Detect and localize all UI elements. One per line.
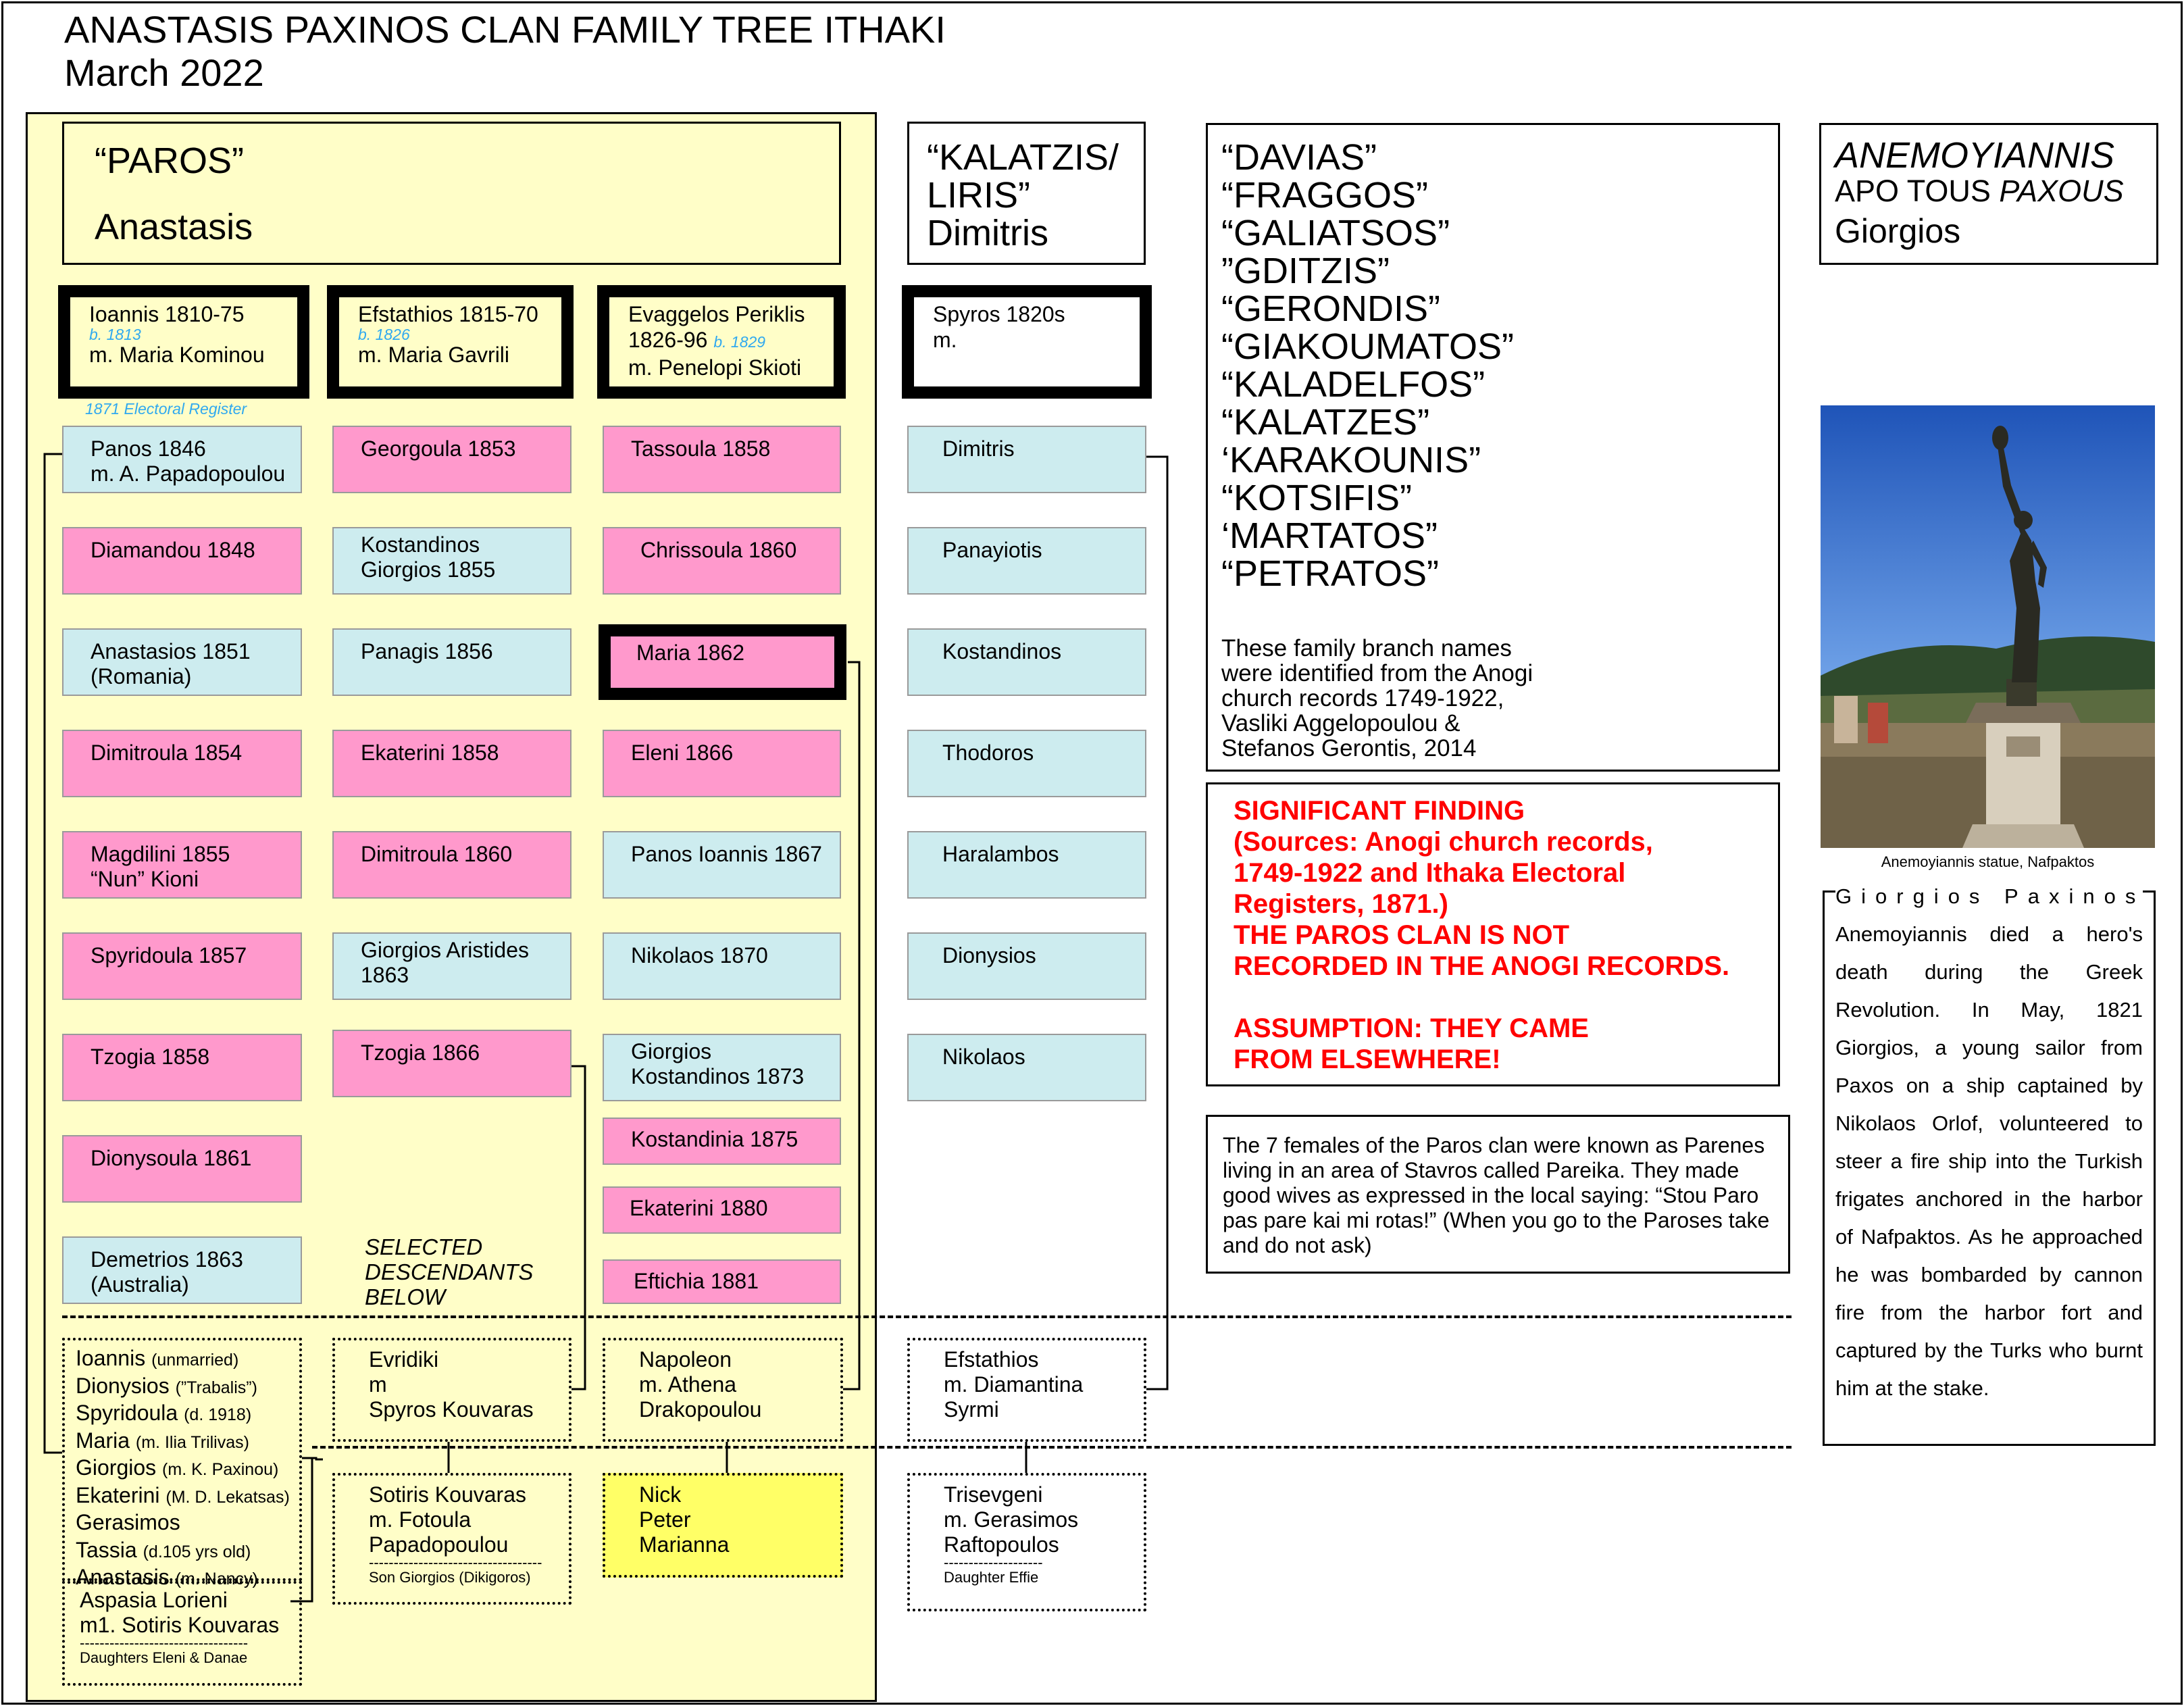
child-name: Nikolaos 1870 bbox=[631, 943, 768, 968]
child-box bbox=[907, 1034, 1146, 1101]
spouse-name: m. Gerasimos bbox=[944, 1507, 1079, 1532]
descendant bbox=[76, 1374, 299, 1401]
branch-name: “PETRATOS” bbox=[1221, 553, 1440, 594]
parenes-note: The 7 females of the Paros clan were known as Parenes living in an area of Stavros called Pareika. They made good wives as expressed in the local saying: “Stou Paro pas pare kai mi rotas!” (When you go to the Paroses take and do not ask) bbox=[1206, 1115, 1790, 1274]
child-box bbox=[62, 1135, 302, 1203]
descendant-name: Peter bbox=[639, 1507, 691, 1532]
child-box bbox=[907, 730, 1146, 797]
nick-peter-marianna-box bbox=[603, 1473, 843, 1578]
descendant bbox=[76, 1428, 299, 1456]
trisevgeni-box bbox=[907, 1473, 1146, 1611]
child-detail: (Australia) bbox=[91, 1272, 189, 1297]
child-detail: Giorgios 1855 bbox=[361, 557, 496, 582]
note-line: Vasliki Aggelopoulou & bbox=[1221, 710, 1461, 736]
finding-line: Registers, 1871.) bbox=[1234, 889, 1448, 919]
descendant bbox=[76, 1538, 299, 1565]
parent-name: Efstathios 1815-70 bbox=[358, 302, 538, 326]
married-label: m bbox=[369, 1372, 387, 1397]
child-name: Tzogia 1866 bbox=[361, 1040, 480, 1065]
child-name: Kostandinos bbox=[942, 639, 1062, 663]
child-box bbox=[332, 831, 572, 899]
separator: -------------------- bbox=[944, 1554, 1043, 1571]
child-detail: m. A. Papadopoulou bbox=[91, 461, 286, 486]
finding-line: FROM ELSEWHERE! bbox=[1234, 1045, 1501, 1074]
branch-name: “GIAKOUMATOS” bbox=[1221, 326, 1515, 367]
anemoyiannis-story bbox=[1823, 884, 2156, 1446]
spouse-name: m. bbox=[933, 328, 957, 352]
spouse-name: m. Diamantina bbox=[944, 1372, 1084, 1397]
spouse-name: m1. Sotiris Kouvaras bbox=[80, 1613, 280, 1637]
paros-header bbox=[62, 122, 841, 265]
parent-name: Ioannis 1810-75 bbox=[89, 302, 245, 326]
kalatzis-founder: Dimitris bbox=[927, 213, 1048, 253]
child-box bbox=[907, 426, 1146, 493]
child-name: Dimitroula 1854 bbox=[91, 741, 243, 765]
child-detail: (Romania) bbox=[91, 664, 192, 688]
child-box bbox=[62, 831, 302, 899]
electoral-register-label: 1871 Electoral Register bbox=[85, 400, 247, 418]
significant-finding-box bbox=[1206, 782, 1780, 1086]
child-box bbox=[907, 831, 1146, 899]
spouse-name: m. Maria Kominou bbox=[89, 343, 265, 367]
child-box bbox=[62, 426, 302, 493]
child-name: Demetrios 1863 bbox=[91, 1247, 243, 1272]
finding-line: THE PAROS CLAN IS NOT bbox=[1234, 920, 1570, 950]
child-box bbox=[332, 1030, 572, 1097]
finding-line: 1749-1922 and Ithaka Electoral bbox=[1234, 858, 1626, 888]
spouse-name: m. Penelopi Skioti bbox=[628, 355, 802, 380]
child-box bbox=[603, 1118, 841, 1165]
parent-name: Evaggelos Periklis bbox=[628, 302, 805, 326]
branch-name: ‘KARAKOUNIS” bbox=[1221, 440, 1481, 480]
child-name: Dionysios bbox=[942, 943, 1036, 968]
child-name: Chrissoula 1860 bbox=[640, 538, 797, 562]
spouse-surname: Raftopoulos bbox=[944, 1532, 1059, 1557]
child-box bbox=[332, 730, 572, 797]
anemoyiannis-statue-photo bbox=[1821, 405, 2155, 848]
generation-separator bbox=[312, 1446, 1792, 1449]
parents-spyros bbox=[902, 285, 1152, 399]
descendant-name: Tassia bbox=[76, 1537, 143, 1562]
child-box bbox=[332, 932, 572, 1000]
child-name: Kostandinos bbox=[361, 532, 480, 557]
descendant bbox=[76, 1483, 299, 1511]
child-box bbox=[907, 932, 1146, 1000]
child-name: Dimitris bbox=[942, 436, 1015, 461]
spouse-surname: Papadopoulou bbox=[369, 1532, 509, 1557]
child-name: Diamandou 1848 bbox=[91, 538, 255, 562]
descendant bbox=[76, 1346, 299, 1374]
child-box bbox=[62, 628, 302, 696]
descendant bbox=[76, 1510, 299, 1538]
branch-name: “GERONDIS” bbox=[1221, 288, 1440, 329]
descendant bbox=[76, 1455, 299, 1483]
finding-line: ASSUMPTION: THEY CAME bbox=[1234, 1013, 1589, 1043]
child-box bbox=[62, 932, 302, 1000]
branch-names-list bbox=[1221, 139, 1778, 593]
note-line: These family branch names bbox=[1221, 635, 1512, 661]
child-name: Haralambos bbox=[942, 842, 1059, 866]
child-name: Maria 1862 bbox=[636, 641, 745, 665]
child-name: Kostandinia 1875 bbox=[631, 1127, 798, 1151]
branch-name: “DAVIAS” bbox=[1221, 137, 1377, 178]
generation-separator bbox=[62, 1315, 1792, 1318]
descendant-note: (M. D. Lekatsas) bbox=[166, 1487, 290, 1507]
descendant-name: Trisevgeni bbox=[944, 1482, 1043, 1507]
child-box bbox=[603, 831, 841, 899]
descendant-note: (m. Ilia Trilivas) bbox=[135, 1432, 249, 1452]
napoleon-box bbox=[603, 1338, 843, 1442]
child-name: Panos Ioannis 1867 bbox=[631, 842, 822, 866]
spouse-surname: Drakopoulou bbox=[639, 1397, 762, 1422]
descendant-note: (d.105 yrs old) bbox=[143, 1542, 251, 1561]
descendant-name: Napoleon bbox=[639, 1347, 732, 1372]
child-box bbox=[62, 1236, 302, 1304]
descendant-name: Ioannis bbox=[76, 1346, 152, 1370]
separator: ---------------------------------- bbox=[80, 1634, 249, 1651]
anemoyiannis-name: ANEMOYIANNIS bbox=[1835, 135, 2115, 176]
origin-prefix: APO TOUS bbox=[1835, 174, 2000, 208]
child-name: Magdilini 1855 bbox=[91, 842, 230, 866]
branch-name: “GALIATSOS” bbox=[1221, 213, 1450, 253]
spouse-name: Spyros Kouvaras bbox=[369, 1397, 534, 1422]
child-box bbox=[603, 1259, 841, 1304]
branch-name: ‘MARTATOS” bbox=[1221, 516, 1438, 556]
descendant-note: (”Trabalis”) bbox=[175, 1378, 257, 1397]
parents-efstathios bbox=[327, 285, 574, 399]
spouse-birth: b. 1829 bbox=[713, 333, 766, 351]
statue-image bbox=[1821, 405, 2155, 848]
descendant-name: Sotiris Kouvaras bbox=[369, 1482, 526, 1507]
spouse-name: m. Athena bbox=[639, 1372, 737, 1397]
selected-descendants-label bbox=[365, 1234, 533, 1309]
child-name: Thodoros bbox=[942, 741, 1034, 765]
child-name: Nikolaos bbox=[942, 1045, 1025, 1069]
descendant-note: (m. Nancy) bbox=[175, 1570, 258, 1588]
children-note: Daughter Effie bbox=[944, 1569, 1039, 1586]
finding-line: RECORDED IN THE ANOGI RECORDS. bbox=[1234, 951, 1730, 981]
label-line: BELOW bbox=[365, 1284, 446, 1309]
child-name: Ekaterini 1880 bbox=[630, 1196, 768, 1220]
branch-name: ”GDITZIS” bbox=[1221, 251, 1390, 291]
spouse-surname: Syrmi bbox=[944, 1397, 999, 1422]
child-box bbox=[62, 527, 302, 595]
child-name: Dionysoula 1861 bbox=[91, 1146, 252, 1170]
child-detail: Kostandinos 1873 bbox=[631, 1064, 805, 1088]
descendant-name: Dionysios bbox=[76, 1373, 176, 1398]
descendant-name: Marianna bbox=[639, 1532, 730, 1557]
separator: ----------------------------------- bbox=[369, 1554, 542, 1571]
label-line: SELECTED bbox=[365, 1234, 483, 1259]
child-box bbox=[603, 730, 841, 797]
ioannis-descendants-list bbox=[62, 1338, 302, 1589]
story-heading: Giorgios Paxinos bbox=[1835, 878, 2143, 915]
origin-place: PAXOUS bbox=[1999, 174, 2124, 208]
child-box bbox=[603, 426, 841, 493]
child-box bbox=[603, 1034, 841, 1101]
spouse-birth: b. 1813 bbox=[89, 326, 141, 343]
descendant-name: Evridiki bbox=[369, 1347, 439, 1372]
efstathios-box bbox=[907, 1338, 1146, 1442]
branch-name: “KALADELFOS” bbox=[1221, 364, 1485, 405]
children-note: Son Giorgios (Dikigoros) bbox=[369, 1569, 531, 1586]
anemoyiannis-given-name: Giorgios bbox=[1835, 212, 1961, 250]
story-text: Anemoyiannis died a hero's death during the Greek Revolution. In May, 1821 Giorgios, a young sailor from Paxos on a ship captained by Nikolaos Orlof, volunteered to steer a fire ship into the Turkish frigates anchored in the harbor of Nafpaktos. As he approached he was bombarded by cannon fire from the harbor fort and captured by the Turks who burnt him at the stake. bbox=[1835, 922, 2143, 1400]
child-box bbox=[603, 1186, 841, 1234]
paros-founder: Anastasis bbox=[95, 207, 253, 247]
descendant-name: Ekaterini bbox=[76, 1482, 166, 1507]
spouse-birth: b. 1826 bbox=[358, 326, 410, 343]
descendant-name: Maria bbox=[76, 1428, 136, 1453]
child-box bbox=[332, 628, 572, 696]
child-name: Eftichia 1881 bbox=[634, 1269, 759, 1293]
branch-names-note bbox=[1221, 636, 1778, 761]
child-box bbox=[603, 527, 841, 595]
kalatzis-header bbox=[907, 122, 1146, 265]
child-box bbox=[62, 730, 302, 797]
branch-name: “KALATZES” bbox=[1221, 402, 1430, 443]
title-line-1: ANASTASIS PAXINOS CLAN FAMILY TREE ITHAKI bbox=[64, 8, 946, 51]
descendant-name: Aspasia Lorieni bbox=[80, 1588, 228, 1612]
child-name: Panayiotis bbox=[942, 538, 1042, 562]
descendant-name: Gerasimos bbox=[76, 1510, 180, 1534]
branch-names-box bbox=[1206, 123, 1780, 772]
parent-dates-line bbox=[628, 327, 834, 355]
child-name: Dimitroula 1860 bbox=[361, 842, 513, 866]
note-line: church records 1749-1922, bbox=[1221, 685, 1504, 711]
anemoyiannis-header bbox=[1819, 123, 2158, 265]
child-name: Georgoula 1853 bbox=[361, 436, 516, 461]
descendant-note: (d. 1918) bbox=[184, 1405, 252, 1424]
parent-name: Spyros 1820s bbox=[933, 302, 1065, 326]
descendant-name: Giorgios bbox=[76, 1455, 163, 1480]
child-box bbox=[907, 527, 1146, 595]
child-name: Anastasios 1851 bbox=[91, 639, 251, 663]
descendant-note: (unmarried) bbox=[151, 1351, 239, 1370]
paros-nickname: “PAROS” bbox=[95, 141, 245, 181]
child-name: Giorgios Aristides bbox=[361, 938, 529, 962]
children-note: Daughters Eleni & Danae bbox=[80, 1649, 248, 1666]
child-box bbox=[332, 527, 572, 595]
child-box-highlighted bbox=[599, 624, 846, 700]
photo-caption: Anemoyiannis statue, Nafpaktos bbox=[1881, 853, 2095, 870]
spouse-name: m. Maria Gavrili bbox=[358, 343, 510, 367]
sotiris-box bbox=[332, 1473, 572, 1605]
descendant-name: Nick bbox=[639, 1482, 682, 1507]
parents-evaggelos bbox=[597, 285, 846, 399]
child-name: Ekaterini 1858 bbox=[361, 741, 499, 765]
aspasia-box bbox=[62, 1581, 302, 1686]
parent-dates: 1826-96 bbox=[628, 328, 714, 352]
branch-name: “KOTSIFIS” bbox=[1221, 478, 1412, 518]
parents-ioannis bbox=[58, 285, 309, 399]
child-detail: “Nun” Kioni bbox=[91, 867, 199, 891]
kalatzis-line-1: “KALATZIS/ bbox=[927, 137, 1119, 178]
kalatzis-line-2: LIRIS” bbox=[927, 175, 1031, 216]
child-box bbox=[62, 1034, 302, 1101]
note-line: Stefanos Gerontis, 2014 bbox=[1221, 735, 1477, 761]
child-name: Giorgios bbox=[631, 1039, 712, 1063]
descendant-name: Anastasis bbox=[76, 1565, 176, 1589]
spouse-name: m. Fotoula bbox=[369, 1507, 472, 1532]
evridiki-box bbox=[332, 1338, 572, 1442]
finding-line bbox=[1234, 982, 1778, 1013]
child-name: Tzogia 1858 bbox=[91, 1045, 210, 1069]
finding-line: (Sources: Anogi church records, bbox=[1234, 827, 1653, 857]
child-name: Spyridoula 1857 bbox=[91, 943, 247, 968]
finding-line: SIGNIFICANT FINDING bbox=[1234, 796, 1525, 826]
child-box bbox=[907, 628, 1146, 696]
descendant-name: Spyridoula bbox=[76, 1401, 184, 1425]
child-name: Panos 1846 bbox=[91, 436, 206, 461]
descendant bbox=[76, 1401, 299, 1428]
descendant-note: (m. K. Paxinou) bbox=[162, 1460, 279, 1479]
child-box bbox=[332, 426, 572, 493]
anemoyiannis-origin bbox=[1835, 175, 2156, 207]
label-line: DESCENDANTS bbox=[365, 1259, 534, 1284]
title-line-2: March 2022 bbox=[64, 51, 264, 94]
child-name: Tassoula 1858 bbox=[631, 436, 771, 461]
child-detail: 1863 bbox=[361, 963, 409, 987]
child-name: Panagis 1856 bbox=[361, 639, 493, 663]
child-name: Eleni 1866 bbox=[631, 741, 734, 765]
descendant-name: Efstathios bbox=[944, 1347, 1039, 1372]
child-box bbox=[603, 932, 841, 1000]
branch-name: “FRAGGOS” bbox=[1221, 175, 1428, 216]
note-line: were identified from the Anogi bbox=[1221, 660, 1533, 686]
